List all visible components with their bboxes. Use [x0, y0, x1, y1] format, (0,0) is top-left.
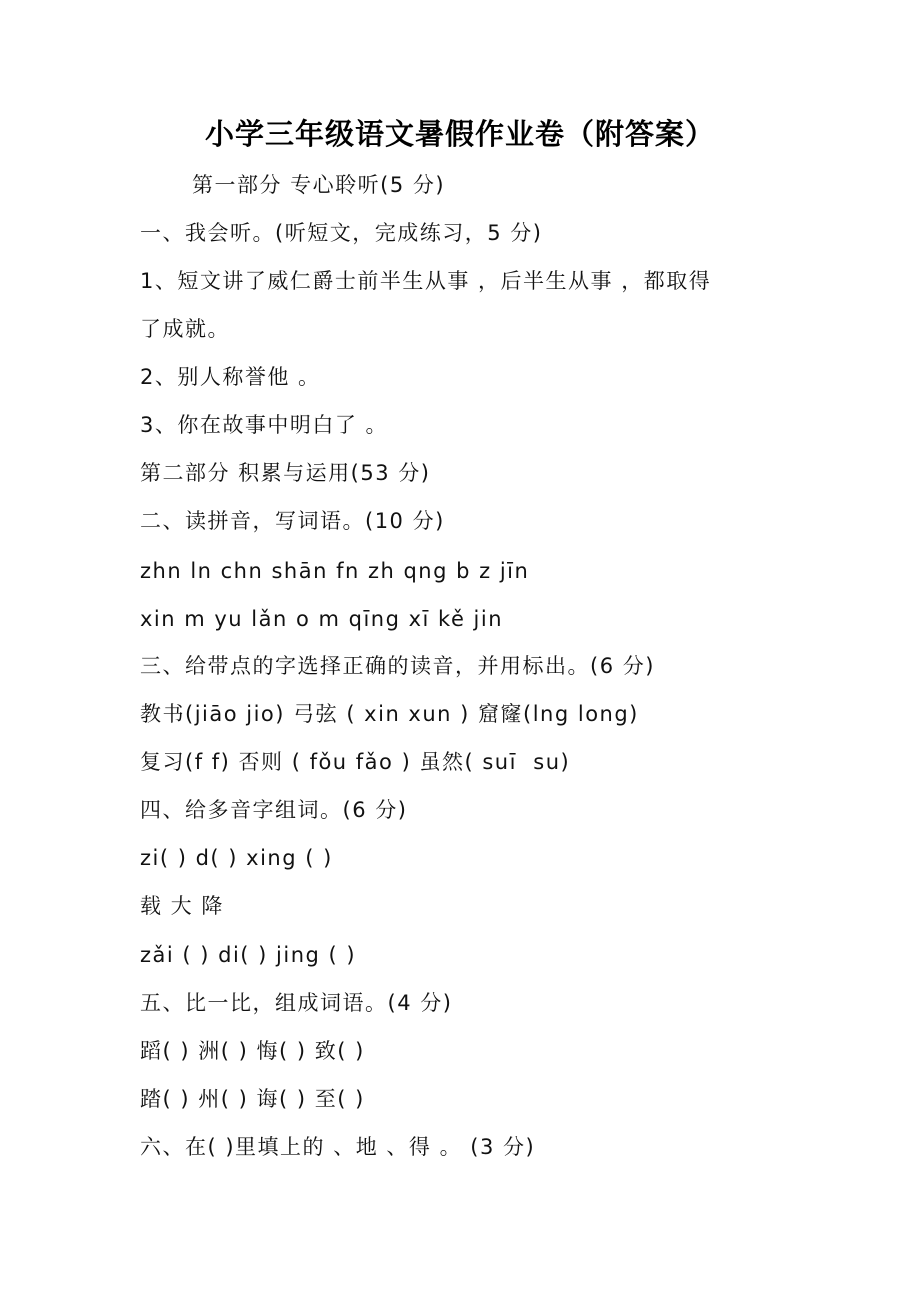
- reading-choice-row-1: 教书(jiāo jio) 弓弦 ( xin xun ) 窟窿(lng long): [140, 702, 639, 726]
- question-1-heading: 一、我会听。(听短文，完成练习，5 分): [140, 221, 543, 245]
- question-1-item-1: 1、短文讲了威仁爵士前半生从事 ，后半生从事 ，都取得: [140, 269, 712, 293]
- pinyin-row-2: xin m yu lǎn o m qīng xī kě jin: [140, 607, 504, 631]
- section-1-heading: 第一部分 专心聆听(5 分): [192, 173, 446, 197]
- question-6-heading: 六、在( )里填上的 、地 、得 。 (3 分): [140, 1135, 536, 1159]
- polyphone-pinyin-row-2: zǎi ( ) di( ) jing ( ): [140, 943, 357, 967]
- polyphone-pinyin-row-1: zi( ) d( ) xing ( ): [140, 846, 333, 870]
- compare-row-2: 踏( ) 州( ) 诲( ) 至( ): [140, 1087, 365, 1111]
- pinyin-row-1: zhn ln chn shān fn zh qng b z jīn: [140, 559, 530, 583]
- question-2-heading: 二、读拼音，写词语。(10 分): [140, 509, 445, 533]
- question-1-item-3: 3、你在故事中明白了 。: [140, 413, 389, 437]
- question-1-item-1-cont: 了成就。: [140, 317, 230, 341]
- polyphone-chars-row: 载 大 降: [140, 894, 224, 918]
- reading-choice-row-2: 复习(f f) 否则 ( fǒu fǎo ) 虽然( suī su): [140, 750, 571, 774]
- question-1-item-2: 2、别人称誉他 。: [140, 365, 321, 389]
- question-4-heading: 四、给多音字组词。(6 分): [140, 798, 408, 822]
- document-title: 小学三年级语文暑假作业卷（附答案）: [204, 117, 715, 151]
- question-5-heading: 五、比一比，组成词语。(4 分): [140, 991, 453, 1015]
- compare-row-1: 蹈( ) 洲( ) 悔( ) 致( ): [140, 1039, 365, 1063]
- question-3-heading: 三、给带点的字选择正确的读音，并用标出。(6 分): [140, 654, 655, 678]
- section-2-heading: 第二部分 积累与运用(53 分): [140, 461, 431, 485]
